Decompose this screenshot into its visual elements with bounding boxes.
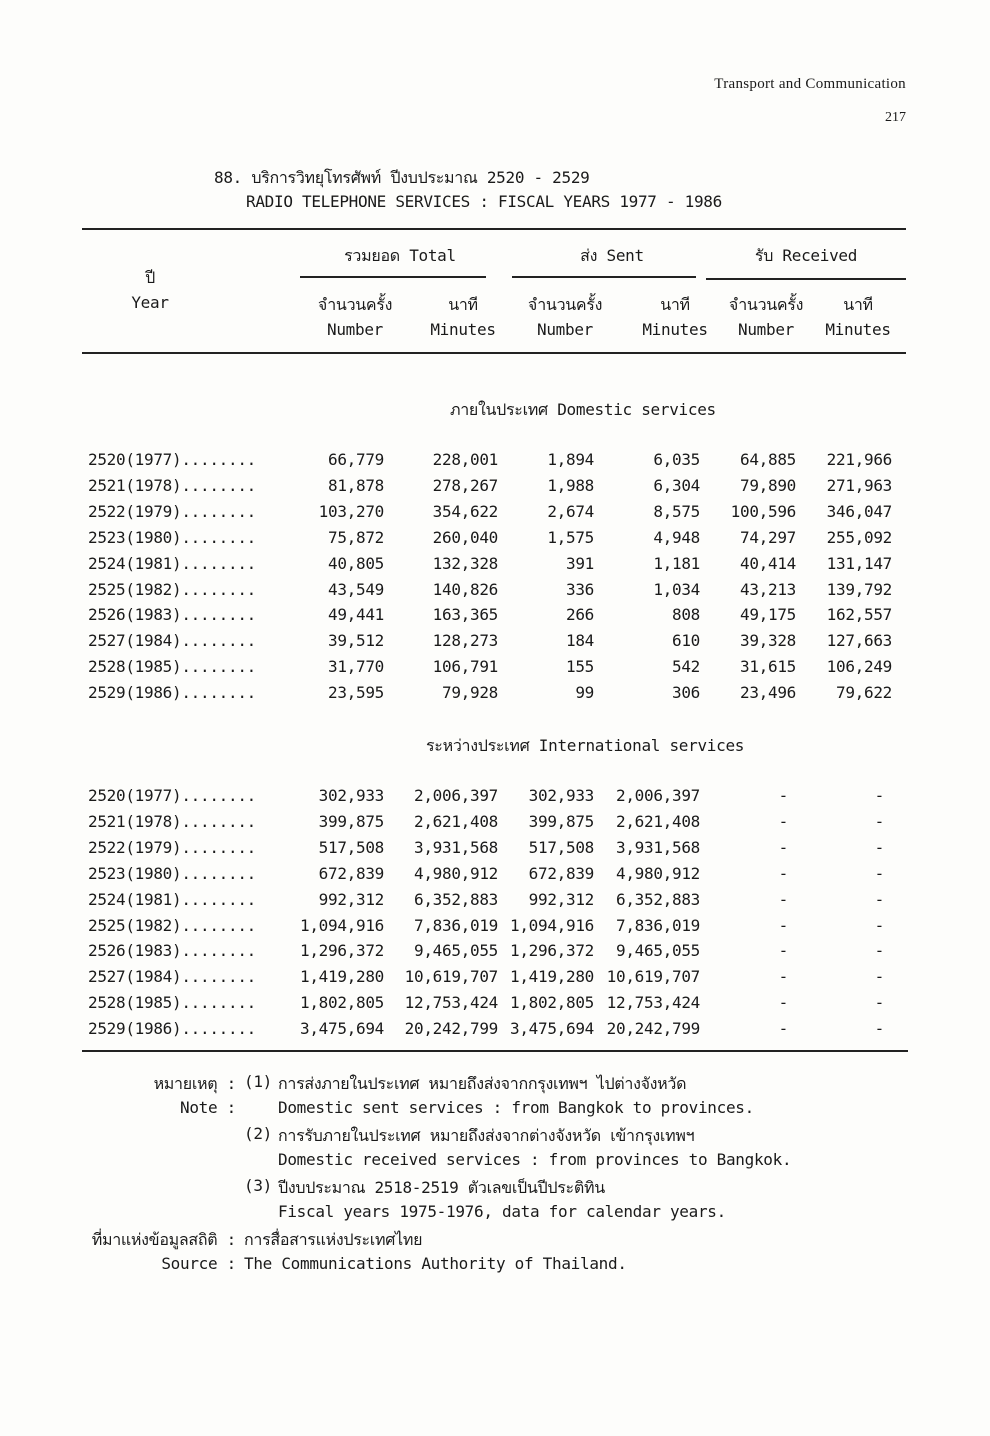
value-cell: 99 bbox=[575, 683, 594, 703]
value-cell: 306 bbox=[672, 683, 700, 703]
value-cell: 131,147 bbox=[826, 553, 892, 573]
table-row bbox=[0, 786, 990, 810]
source-english: The Communications Authority of Thailand. bbox=[244, 1254, 627, 1273]
note-1-english: Domestic sent services : from Bangkok to provinces. bbox=[278, 1098, 754, 1117]
value-cell: - bbox=[874, 993, 884, 1013]
year-cell: 2528(1985)........ bbox=[88, 993, 256, 1013]
value-cell: - bbox=[874, 915, 884, 935]
table-row bbox=[0, 631, 990, 655]
value-cell: 139,792 bbox=[826, 579, 892, 599]
value-cell: 39,328 bbox=[740, 631, 796, 651]
value-cell: 354,622 bbox=[432, 501, 498, 521]
value-cell: 162,557 bbox=[826, 605, 892, 625]
value-cell: 2,006,397 bbox=[616, 786, 700, 805]
value-cell: 8,575 bbox=[653, 501, 700, 521]
value-cell: 184 bbox=[566, 631, 594, 651]
value-cell: 3,931,568 bbox=[414, 837, 498, 857]
table-row bbox=[0, 554, 990, 578]
value-cell: 2,006,397 bbox=[414, 786, 498, 805]
subheader-sent-number: Number bbox=[537, 320, 593, 339]
table-row bbox=[0, 941, 990, 965]
year-cell: 2526(1983)........ bbox=[88, 605, 256, 625]
value-cell: 79,928 bbox=[442, 683, 498, 703]
value-cell: 346,047 bbox=[826, 501, 892, 521]
subheader-received-number: Number bbox=[738, 320, 794, 339]
page-number: 217 bbox=[885, 110, 906, 125]
table-row bbox=[0, 476, 990, 500]
value-cell: 106,791 bbox=[432, 657, 498, 677]
value-cell: - bbox=[778, 863, 788, 883]
table-row bbox=[0, 890, 990, 914]
top-rule bbox=[82, 228, 906, 230]
table-row bbox=[0, 967, 990, 991]
year-cell: 2525(1982)........ bbox=[88, 579, 256, 599]
header-rule bbox=[82, 352, 906, 354]
subheader-received-minutes: Minutes bbox=[825, 320, 891, 339]
value-cell: 7,836,019 bbox=[616, 915, 700, 935]
value-cell: 140,826 bbox=[432, 579, 498, 599]
note-label: Note : bbox=[180, 1098, 236, 1117]
value-cell: 1,894 bbox=[547, 450, 594, 469]
value-cell: 31,615 bbox=[740, 657, 796, 677]
source-label-thai: ที่มาแห่งข้อมูลสถิติ : bbox=[91, 1230, 236, 1249]
value-cell: 75,872 bbox=[328, 527, 384, 547]
value-cell: 155 bbox=[566, 657, 594, 677]
value-cell: 228,001 bbox=[432, 450, 498, 469]
value-cell: 399,875 bbox=[318, 811, 384, 831]
value-cell: 40,805 bbox=[328, 553, 384, 573]
value-cell: - bbox=[874, 837, 884, 857]
running-header: Transport and Communication bbox=[714, 76, 906, 92]
value-cell: 64,885 bbox=[740, 450, 796, 469]
value-cell: 302,933 bbox=[528, 786, 594, 805]
table-row bbox=[0, 450, 990, 474]
value-cell: 260,040 bbox=[432, 527, 498, 547]
value-cell: 23,496 bbox=[740, 683, 796, 703]
value-cell: 103,270 bbox=[318, 501, 384, 521]
value-cell: 1,802,805 bbox=[510, 993, 594, 1013]
value-cell: 1,034 bbox=[653, 579, 700, 599]
value-cell: 4,948 bbox=[653, 527, 700, 547]
value-cell: 43,213 bbox=[740, 579, 796, 599]
value-cell: 2,621,408 bbox=[414, 811, 498, 831]
table-row bbox=[0, 683, 990, 707]
year-cell: 2523(1980)........ bbox=[88, 863, 256, 883]
group-header-received: รับ Received bbox=[754, 246, 858, 265]
value-cell: 79,622 bbox=[836, 683, 892, 703]
value-cell: 9,465,055 bbox=[616, 941, 700, 961]
value-cell: 20,242,799 bbox=[404, 1019, 498, 1039]
value-cell: - bbox=[874, 889, 884, 909]
value-cell: 128,273 bbox=[432, 631, 498, 651]
value-cell: 74,297 bbox=[740, 527, 796, 547]
value-cell: 542 bbox=[672, 657, 700, 677]
value-cell: 517,508 bbox=[318, 837, 384, 857]
value-cell: 992,312 bbox=[528, 889, 594, 909]
value-cell: 3,475,694 bbox=[510, 1019, 594, 1039]
note-label-thai: หมายเหตุ : bbox=[153, 1074, 236, 1093]
subheader-sent-number-thai: จำนวนครั้ง bbox=[527, 295, 603, 314]
subheader-total-minutes: Minutes bbox=[430, 320, 496, 339]
value-cell: 49,175 bbox=[740, 605, 796, 625]
value-cell: 10,619,707 bbox=[404, 967, 498, 987]
value-cell: 399,875 bbox=[528, 811, 594, 831]
table-row bbox=[0, 605, 990, 629]
value-cell: 6,352,883 bbox=[414, 889, 498, 909]
table-title-thai: 88. บริการวิทยุโทรศัพท์ ปีงบประมาณ 2520 - 2529 bbox=[214, 168, 590, 187]
value-cell: 278,267 bbox=[432, 475, 498, 495]
value-cell: 12,753,424 bbox=[606, 993, 700, 1013]
table-row bbox=[0, 812, 990, 836]
value-cell: 100,596 bbox=[730, 501, 796, 521]
table-row bbox=[0, 916, 990, 940]
value-cell: 79,890 bbox=[740, 475, 796, 495]
section-title-international: ระหว่างประเทศ International services bbox=[426, 736, 745, 755]
value-cell: 127,663 bbox=[826, 631, 892, 651]
value-cell: - bbox=[778, 941, 788, 961]
year-header: Year bbox=[131, 293, 169, 312]
value-cell: - bbox=[778, 837, 788, 857]
value-cell: 66,779 bbox=[328, 450, 384, 469]
section-title-domestic: ภายในประเทศ Domestic services bbox=[450, 400, 716, 419]
subheader-sent-minutes: Minutes bbox=[642, 320, 708, 339]
value-cell: - bbox=[778, 915, 788, 935]
value-cell: 221,966 bbox=[826, 450, 892, 469]
value-cell: 3,475,694 bbox=[300, 1019, 384, 1039]
value-cell: 3,931,568 bbox=[616, 837, 700, 857]
value-cell: 10,619,707 bbox=[606, 967, 700, 987]
group-header-total: รวมยอด Total bbox=[344, 246, 456, 265]
table-row bbox=[0, 864, 990, 888]
note-2-english: Domestic received services : from provinces to Bangkok. bbox=[278, 1150, 792, 1169]
value-cell: 1,988 bbox=[547, 475, 594, 495]
value-cell: 1,419,280 bbox=[300, 967, 384, 987]
value-cell: 1,296,372 bbox=[300, 941, 384, 961]
value-cell: 336 bbox=[566, 579, 594, 599]
year-cell: 2522(1979)........ bbox=[88, 501, 256, 521]
value-cell: - bbox=[778, 811, 788, 831]
year-cell: 2524(1981)........ bbox=[88, 889, 256, 909]
year-header-thai: ปี bbox=[145, 268, 155, 287]
value-cell: 672,839 bbox=[318, 863, 384, 883]
source-label: Source : bbox=[161, 1254, 236, 1273]
value-cell: 271,963 bbox=[826, 475, 892, 495]
value-cell: 7,836,019 bbox=[414, 915, 498, 935]
note-2-thai: การรับภายในประเทศ หมายถึงส่งจากต่างจังหวัด เข้ากรุงเทพฯ bbox=[278, 1126, 695, 1145]
value-cell: 1,419,280 bbox=[510, 967, 594, 987]
group-rule-total bbox=[300, 276, 486, 278]
table-row bbox=[0, 657, 990, 681]
year-cell: 2525(1982)........ bbox=[88, 915, 256, 935]
note-3-english: Fiscal years 1975-1976, data for calendar years. bbox=[278, 1202, 726, 1221]
value-cell: 12,753,424 bbox=[404, 993, 498, 1013]
value-cell: 40,414 bbox=[740, 553, 796, 573]
value-cell: 808 bbox=[672, 605, 700, 625]
value-cell: 81,878 bbox=[328, 475, 384, 495]
table-row bbox=[0, 502, 990, 526]
subheader-received-number-thai: จำนวนครั้ง bbox=[728, 295, 804, 314]
table-row bbox=[0, 838, 990, 862]
note-3-thai: ปีงบประมาณ 2518-2519 ตัวเลขเป็นปีประติทิน bbox=[278, 1178, 605, 1197]
source-thai: การสื่อสารแห่งประเทศไทย bbox=[244, 1230, 423, 1249]
value-cell: 6,352,883 bbox=[616, 889, 700, 909]
value-cell: - bbox=[778, 889, 788, 909]
year-cell: 2521(1978)........ bbox=[88, 811, 256, 831]
year-cell: 2523(1980)........ bbox=[88, 527, 256, 547]
value-cell: 43,549 bbox=[328, 579, 384, 599]
table-row bbox=[0, 993, 990, 1017]
note-1-number: (1) bbox=[244, 1072, 272, 1091]
value-cell: 6,304 bbox=[653, 475, 700, 495]
value-cell: 23,595 bbox=[328, 683, 384, 703]
value-cell: - bbox=[874, 1019, 884, 1039]
year-cell: 2520(1977)........ bbox=[88, 786, 256, 805]
value-cell: 1,181 bbox=[653, 553, 700, 573]
year-cell: 2527(1984)........ bbox=[88, 967, 256, 987]
value-cell: 610 bbox=[672, 631, 700, 651]
value-cell: - bbox=[874, 786, 884, 805]
value-cell: - bbox=[874, 967, 884, 987]
year-cell: 2529(1986)........ bbox=[88, 1019, 256, 1039]
value-cell: 992,312 bbox=[318, 889, 384, 909]
value-cell: - bbox=[778, 967, 788, 987]
group-header-sent: ส่ง Sent bbox=[580, 246, 644, 265]
value-cell: 132,328 bbox=[432, 553, 498, 573]
subheader-total-number: Number bbox=[327, 320, 383, 339]
value-cell: 391 bbox=[566, 553, 594, 573]
value-cell: 1,296,372 bbox=[510, 941, 594, 961]
group-rule-received bbox=[706, 278, 906, 280]
subheader-total-minutes-thai: นาที bbox=[448, 295, 478, 314]
value-cell: 9,465,055 bbox=[414, 941, 498, 961]
note-1-thai: การส่งภายในประเทศ หมายถึงส่งจากกรุงเทพฯ ไปต่างจังหวัด bbox=[278, 1074, 687, 1093]
value-cell: 6,035 bbox=[653, 450, 700, 469]
subheader-total-number-thai: จำนวนครั้ง bbox=[317, 295, 393, 314]
value-cell: - bbox=[874, 863, 884, 883]
year-cell: 2528(1985)........ bbox=[88, 657, 256, 677]
value-cell: 1,094,916 bbox=[510, 915, 594, 935]
value-cell: 1,802,805 bbox=[300, 993, 384, 1013]
value-cell: 302,933 bbox=[318, 786, 384, 805]
value-cell: 255,092 bbox=[826, 527, 892, 547]
value-cell: 1,094,916 bbox=[300, 915, 384, 935]
year-cell: 2526(1983)........ bbox=[88, 941, 256, 961]
table-row bbox=[0, 580, 990, 604]
table-row bbox=[0, 1019, 990, 1043]
group-rule-sent bbox=[512, 276, 696, 278]
value-cell: 49,441 bbox=[328, 605, 384, 625]
value-cell: 2,674 bbox=[547, 501, 594, 521]
value-cell: 266 bbox=[566, 605, 594, 625]
value-cell: 4,980,912 bbox=[414, 863, 498, 883]
value-cell: - bbox=[874, 811, 884, 831]
table-row bbox=[0, 528, 990, 552]
value-cell: 163,365 bbox=[432, 605, 498, 625]
year-cell: 2529(1986)........ bbox=[88, 683, 256, 703]
subheader-received-minutes-thai: นาที bbox=[843, 295, 873, 314]
value-cell: - bbox=[778, 1019, 788, 1039]
note-3-number: (3) bbox=[244, 1176, 272, 1195]
value-cell: - bbox=[874, 941, 884, 961]
year-cell: 2522(1979)........ bbox=[88, 837, 256, 857]
value-cell: 31,770 bbox=[328, 657, 384, 677]
year-cell: 2521(1978)........ bbox=[88, 475, 256, 495]
value-cell: 2,621,408 bbox=[616, 811, 700, 831]
value-cell: - bbox=[778, 786, 788, 805]
value-cell: 106,249 bbox=[826, 657, 892, 677]
subheader-sent-minutes-thai: นาที bbox=[660, 295, 690, 314]
year-cell: 2524(1981)........ bbox=[88, 553, 256, 573]
note-2-number: (2) bbox=[244, 1124, 272, 1143]
value-cell: 672,839 bbox=[528, 863, 594, 883]
value-cell: 39,512 bbox=[328, 631, 384, 651]
value-cell: 4,980,912 bbox=[616, 863, 700, 883]
value-cell: 517,508 bbox=[528, 837, 594, 857]
table-title-english: RADIO TELEPHONE SERVICES : FISCAL YEARS 1977 - 1986 bbox=[246, 192, 722, 211]
value-cell: 1,575 bbox=[547, 527, 594, 547]
bottom-rule bbox=[82, 1050, 908, 1052]
value-cell: 20,242,799 bbox=[606, 1019, 700, 1039]
year-cell: 2527(1984)........ bbox=[88, 631, 256, 651]
year-cell: 2520(1977)........ bbox=[88, 450, 256, 469]
value-cell: - bbox=[778, 993, 788, 1013]
